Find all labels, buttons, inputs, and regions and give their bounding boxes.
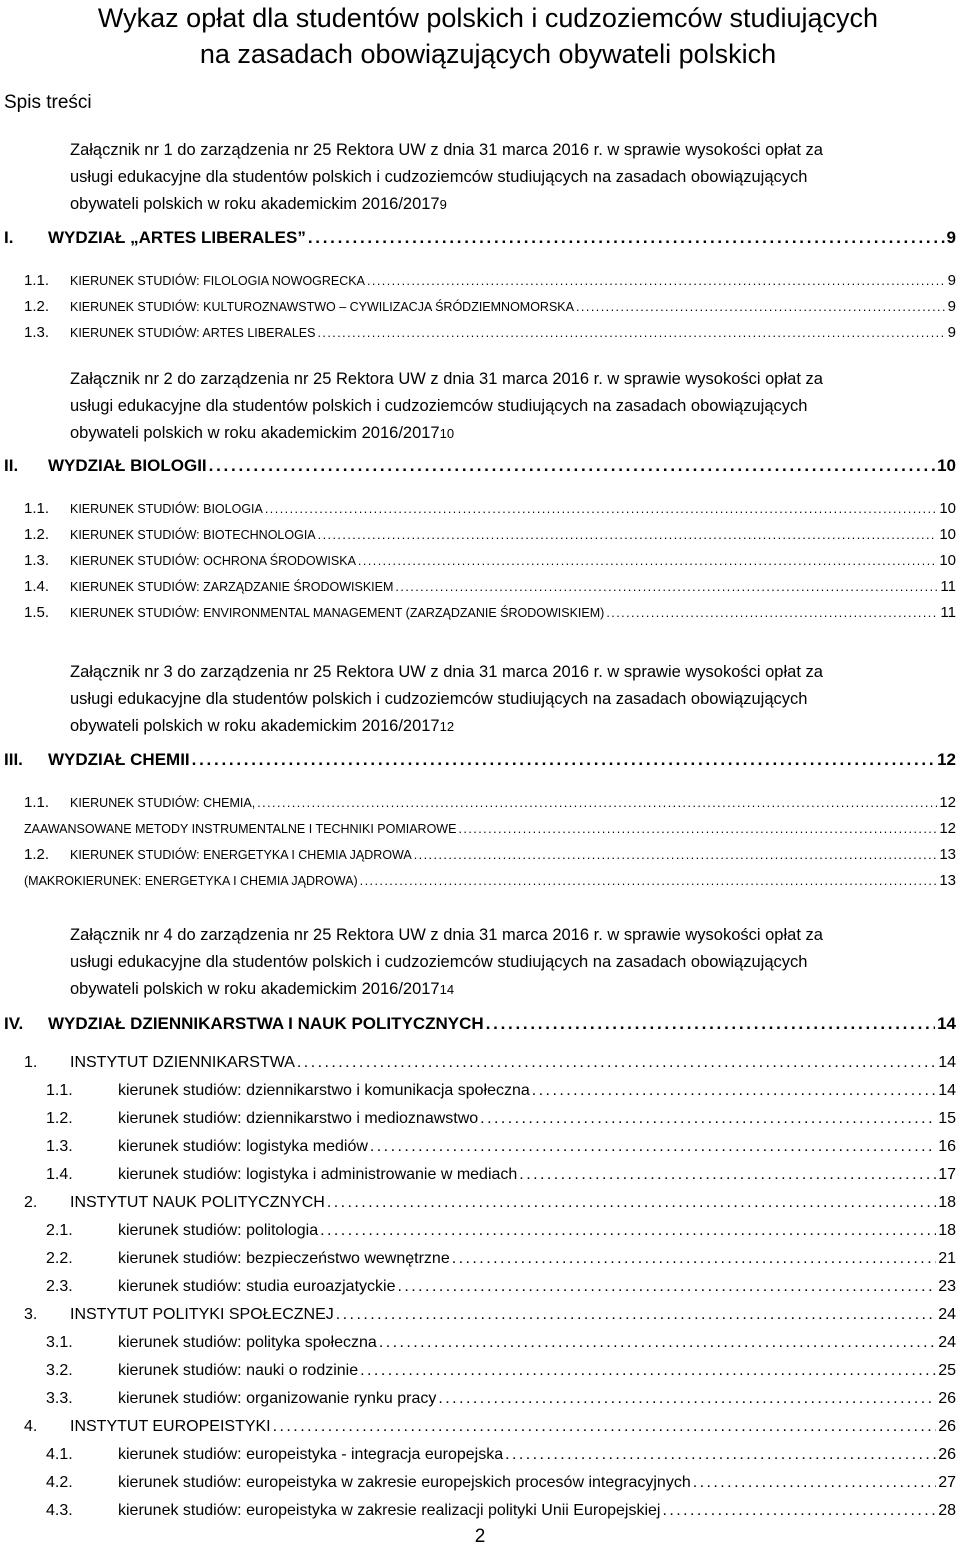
dot-leader — [452, 1250, 936, 1268]
dot-leader — [576, 300, 946, 314]
annex-page: 12 — [439, 719, 455, 734]
toc-entry[interactable] — [46, 1082, 956, 1100]
annex-entry[interactable] — [70, 659, 954, 740]
toc-entry[interactable] — [24, 1054, 956, 1072]
toc-entry-number: 2.3. — [46, 1278, 73, 1295]
toc-entry[interactable] — [24, 298, 956, 315]
toc-entry[interactable] — [46, 1362, 956, 1380]
dot-leader — [318, 528, 938, 542]
toc-entry-text: KIERUNEK STUDIÓW: OCHRONA ŚRODOWISKA — [70, 554, 356, 568]
toc-entry[interactable] — [46, 1250, 956, 1268]
document-title — [28, 0, 948, 72]
toc-entry-page: 18 — [938, 1194, 956, 1211]
toc-entry-text: kierunek studiów: logistyka mediów — [118, 1138, 368, 1155]
toc-entry-page: 10 — [937, 456, 956, 475]
toc-entry[interactable] — [24, 820, 956, 837]
dot-leader — [336, 1306, 936, 1324]
toc-entry[interactable] — [24, 1418, 956, 1436]
toc-entry-page: 17 — [938, 1166, 956, 1183]
dot-leader — [320, 1222, 936, 1240]
toc-entry-number: 3.1. — [46, 1334, 73, 1351]
toc-entry-number: 1.1. — [24, 500, 50, 517]
toc-entry-page: 13 — [939, 872, 956, 889]
toc-entry[interactable] — [24, 1306, 956, 1324]
toc-entry-text: ZAAWANSOWANE METODY INSTRUMENTALNE I TECHNIKI POMIAROWE — [24, 822, 457, 836]
dot-leader — [265, 502, 937, 516]
toc-entry-page: 27 — [938, 1474, 956, 1491]
toc-entry-number: 1.5. — [24, 604, 50, 621]
toc-entry-number: 1.2. — [24, 526, 50, 543]
toc-entry-text: kierunek studiów: europeistyka - integracja europejska — [118, 1446, 504, 1463]
annex-line: obywateli polskich w roku akademickim 2016/2017 — [70, 195, 440, 213]
toc-entry-page: 13 — [939, 846, 956, 863]
toc-entry-text: kierunek studiów: europeistyka w zakresie europejskich procesów integracyjnych — [118, 1474, 691, 1491]
toc-entry[interactable] — [24, 872, 956, 889]
annex-line: obywateli polskich w roku akademickim 2016/2017 — [70, 717, 440, 735]
toc-entry[interactable] — [24, 846, 956, 863]
toc-entry-page: 25 — [938, 1362, 956, 1379]
annex-entry[interactable] — [70, 922, 954, 1003]
annex-entry[interactable] — [70, 137, 954, 218]
toc-entry-number: 1.1. — [24, 272, 50, 289]
toc-entry-number: 1.1. — [46, 1082, 73, 1099]
annex-page: 14 — [439, 982, 455, 997]
toc-entry-number: 2.2. — [46, 1250, 73, 1267]
dot-leader — [370, 1138, 936, 1156]
toc-entry-number: 4.1. — [46, 1446, 73, 1463]
toc-entry-number: 4.3. — [46, 1502, 73, 1519]
title-line-2: na zasadach obowiązujących obywateli polskich — [199, 39, 777, 69]
title-line-1: Wykaz opłat dla studentów polskich i cudzoziemców studiujących — [97, 3, 879, 33]
toc-entry[interactable] — [46, 1110, 956, 1128]
toc-entry-text: KIERUNEK STUDIÓW: ENERGETYKA I CHEMIA JĄDROWA — [70, 848, 412, 862]
annex-line: Załącznik nr 4 do zarządzenia nr 25 Rektora UW z dnia 31 marca 2016 r. w sprawie wysokości opłat za — [70, 926, 823, 944]
dot-leader — [480, 1110, 936, 1128]
dot-leader — [192, 750, 935, 770]
toc-entry[interactable] — [24, 500, 956, 517]
toc-entry-page: 16 — [938, 1138, 956, 1155]
dot-leader — [297, 1054, 936, 1072]
toc-entry-page: 14 — [938, 1082, 956, 1099]
dot-leader — [209, 456, 935, 476]
dot-leader — [257, 796, 937, 810]
toc-entry-page: 12 — [937, 750, 956, 769]
toc-entry-text: WYDZIAŁ „ARTES LIBERALES” — [48, 228, 306, 247]
toc-entry-page: 10 — [939, 526, 956, 543]
toc-entry-text: WYDZIAŁ CHEMII — [48, 750, 190, 769]
toc-entry[interactable] — [24, 526, 956, 543]
toc-entry-text: kierunek studiów: logistyka i administrowanie w mediach — [118, 1166, 518, 1183]
toc-entry[interactable] — [4, 750, 956, 770]
toc-entry-page: 15 — [938, 1110, 956, 1127]
toc-entry-page: 26 — [938, 1418, 956, 1435]
toc-entry-number: 2. — [24, 1194, 38, 1211]
toc-entry-number: III. — [4, 750, 23, 769]
toc-entry-text: kierunek studiów: studia euroazjatyckie — [118, 1278, 396, 1295]
toc-entry-page: 18 — [938, 1222, 956, 1239]
toc-entry-page: 26 — [938, 1446, 956, 1463]
toc-entry-page: 23 — [938, 1278, 956, 1295]
annex-last-line — [70, 713, 954, 740]
annex-last-line — [70, 191, 954, 218]
toc-entry-page: 14 — [937, 1014, 956, 1033]
annex-line: Załącznik nr 1 do zarządzenia nr 25 Rektora UW z dnia 31 marca 2016 r. w sprawie wysokości opłat za — [70, 141, 823, 159]
dot-leader — [358, 554, 937, 568]
toc-entry[interactable] — [24, 552, 956, 569]
toc-entry-page: 9 — [947, 298, 956, 315]
toc-entry-page: 10 — [939, 500, 956, 517]
toc-entry[interactable] — [46, 1502, 956, 1520]
toc-entry-number: II. — [4, 456, 19, 475]
toc-entry-page: 12 — [939, 794, 956, 811]
toc-entry[interactable] — [24, 272, 956, 289]
toc-entry[interactable] — [46, 1138, 956, 1156]
toc-entry-text: kierunek studiów: nauki o rodzinie — [118, 1362, 359, 1379]
annex-line: usługi edukacyjne dla studentów polskich i cudzoziemców studiujących na zasadach obowiązujących — [70, 168, 808, 186]
toc-entry-text: kierunek studiów: europeistyka w zakresie realizacji polityki Unii Europejskiej — [118, 1502, 661, 1519]
toc-entry[interactable] — [4, 456, 956, 476]
dot-leader — [505, 1446, 936, 1464]
toc-entry-number: 1.4. — [46, 1166, 73, 1183]
toc-entry-number: 1.4. — [24, 578, 50, 595]
toc-entry-number: 4. — [24, 1418, 38, 1435]
toc-entry-page: 24 — [938, 1334, 956, 1351]
toc-entry-page: 11 — [940, 578, 956, 595]
toc-entry[interactable] — [46, 1334, 956, 1352]
dot-leader — [379, 1334, 936, 1352]
toc-entry-number: I. — [4, 228, 14, 247]
dot-leader — [317, 326, 945, 340]
dot-leader — [606, 606, 938, 620]
toc-entry-page: 10 — [939, 552, 956, 569]
dot-leader — [693, 1474, 936, 1492]
toc-entry-page: 24 — [938, 1306, 956, 1323]
toc-entry[interactable] — [46, 1446, 956, 1464]
toc-entry-text: INSTYTUT EUROPEISTYKI — [70, 1418, 271, 1435]
dot-leader — [360, 874, 938, 888]
toc-entry-number: 1.3. — [46, 1138, 73, 1155]
toc-entry[interactable] — [24, 1194, 956, 1212]
page-number: 2 — [474, 1526, 486, 1547]
toc-entry-page: 12 — [939, 820, 956, 837]
toc-heading: Spis treści — [4, 92, 92, 113]
toc-entry-text: KIERUNEK STUDIÓW: BIOLOGIA — [70, 502, 263, 516]
toc-entry[interactable] — [24, 794, 956, 811]
toc-entry[interactable] — [24, 578, 956, 595]
toc-entry-page: 28 — [938, 1502, 956, 1519]
dot-leader — [367, 274, 946, 288]
toc-entry-page: 26 — [938, 1390, 956, 1407]
toc-entry-text: kierunek studiów: polityka społeczna — [118, 1334, 377, 1351]
toc-entry-number: 1. — [24, 1054, 38, 1071]
toc-entry-text: KIERUNEK STUDIÓW: KULTUROZNAWSTWO – CYWILIZACJA ŚRÓDZIEMNOMORSKA — [70, 300, 574, 314]
toc-entry-number: 2.1. — [46, 1222, 73, 1239]
annex-line: obywateli polskich w roku akademickim 2016/2017 — [70, 424, 440, 442]
dot-leader — [414, 848, 938, 862]
toc-entry[interactable] — [46, 1166, 956, 1184]
toc-entry-text: INSTYTUT DZIENNIKARSTWA — [70, 1054, 295, 1071]
dot-leader — [308, 228, 945, 248]
annex-page: 9 — [439, 197, 447, 212]
toc-entry-number: 3.2. — [46, 1362, 73, 1379]
dot-leader — [458, 822, 937, 836]
toc-entry[interactable] — [46, 1278, 956, 1296]
dot-leader — [532, 1082, 936, 1100]
toc-entry-number: 3. — [24, 1306, 38, 1323]
toc-entry-text: kierunek studiów: bezpieczeństwo wewnętrzne — [118, 1250, 450, 1267]
toc-entry-text: (MAKROKIERUNEK: ENERGETYKA I CHEMIA JĄDROWA) — [24, 874, 358, 888]
toc-entry-page: 9 — [947, 324, 956, 341]
dot-leader — [395, 580, 938, 594]
dot-leader — [360, 1362, 936, 1380]
toc-entry[interactable] — [46, 1390, 956, 1408]
toc-entry[interactable] — [4, 1014, 956, 1034]
toc-entry-text: KIERUNEK STUDIÓW: ARTES LIBERALES — [70, 326, 316, 340]
annex-entry[interactable] — [70, 366, 954, 447]
toc-entry[interactable] — [46, 1222, 956, 1240]
toc-entry[interactable] — [46, 1474, 956, 1492]
dot-leader — [397, 1278, 936, 1296]
toc-entry-number: 1.3. — [24, 324, 50, 341]
toc-entry-text: INSTYTUT NAUK POLITYCZNYCH — [70, 1194, 325, 1211]
toc-entry-text: kierunek studiów: dziennikarstwo i medioznawstwo — [118, 1110, 479, 1127]
dot-leader — [662, 1502, 936, 1520]
dot-leader — [519, 1166, 936, 1184]
annex-line: obywateli polskich w roku akademickim 2016/2017 — [70, 980, 440, 998]
toc-entry-page: 14 — [938, 1054, 956, 1071]
dot-leader — [327, 1194, 936, 1212]
toc-entry-text: KIERUNEK STUDIÓW: CHEMIA, — [70, 796, 256, 810]
toc-entry-number: 1.2. — [46, 1110, 73, 1127]
toc-entry-number: 1.3. — [24, 552, 50, 569]
toc-entry-page: 21 — [938, 1250, 956, 1267]
annex-last-line — [70, 420, 954, 447]
annex-line: usługi edukacyjne dla studentów polskich i cudzoziemców studiujących na zasadach obowiązujących — [70, 690, 808, 708]
toc-entry-page: 9 — [946, 228, 956, 247]
annex-page: 10 — [439, 426, 455, 441]
toc-entry-text: WYDZIAŁ BIOLOGII — [48, 456, 207, 475]
toc-entry-page: 9 — [947, 272, 956, 289]
toc-entry-number: 1.2. — [24, 846, 50, 863]
dot-leader — [486, 1014, 935, 1034]
toc-entry-text: KIERUNEK STUDIÓW: FILOLOGIA NOWOGRECKA — [70, 274, 365, 288]
toc-entry-text: WYDZIAŁ DZIENNIKARSTWA I NAUK POLITYCZNYCH — [48, 1014, 484, 1033]
toc-entry-text: kierunek studiów: politologia — [118, 1222, 319, 1239]
toc-entry-text: KIERUNEK STUDIÓW: ZARZĄDZANIE ŚRODOWISKIEM — [70, 580, 394, 594]
toc-entry-text: KIERUNEK STUDIÓW: ENVIRONMENTAL MANAGEMENT (ZARZĄDZANIE ŚRODOWISKIEM) — [70, 606, 605, 620]
dot-leader — [273, 1418, 937, 1436]
toc-entry[interactable] — [24, 604, 956, 621]
toc-entry[interactable] — [24, 324, 956, 341]
toc-entry-text: kierunek studiów: organizowanie rynku pracy — [118, 1390, 437, 1407]
toc-entry-text: kierunek studiów: dziennikarstwo i komunikacja społeczna — [118, 1082, 530, 1099]
toc-entry-text: KIERUNEK STUDIÓW: BIOTECHNOLOGIA — [70, 528, 316, 542]
annex-line: Załącznik nr 2 do zarządzenia nr 25 Rektora UW z dnia 31 marca 2016 r. w sprawie wysokości opłat za — [70, 370, 823, 388]
toc-entry-number: 1.1. — [24, 794, 50, 811]
toc-entry-text: INSTYTUT POLITYKI SPOŁECZNEJ — [70, 1306, 334, 1323]
toc-entry-number: 3.3. — [46, 1390, 73, 1407]
toc-entry-number: IV. — [4, 1014, 24, 1033]
annex-last-line — [70, 976, 954, 1003]
toc-entry-page: 11 — [940, 604, 956, 621]
annex-line: Załącznik nr 3 do zarządzenia nr 25 Rektora UW z dnia 31 marca 2016 r. w sprawie wysokości opłat za — [70, 663, 823, 681]
annex-line: usługi edukacyjne dla studentów polskich i cudzoziemców studiujących na zasadach obowiązujących — [70, 953, 808, 971]
toc-entry-number: 1.2. — [24, 298, 50, 315]
dot-leader — [438, 1390, 936, 1408]
annex-line: usługi edukacyjne dla studentów polskich i cudzoziemców studiujących na zasadach obowiązujących — [70, 397, 808, 415]
toc-entry-number: 4.2. — [46, 1474, 73, 1491]
toc-entry[interactable] — [4, 228, 956, 248]
